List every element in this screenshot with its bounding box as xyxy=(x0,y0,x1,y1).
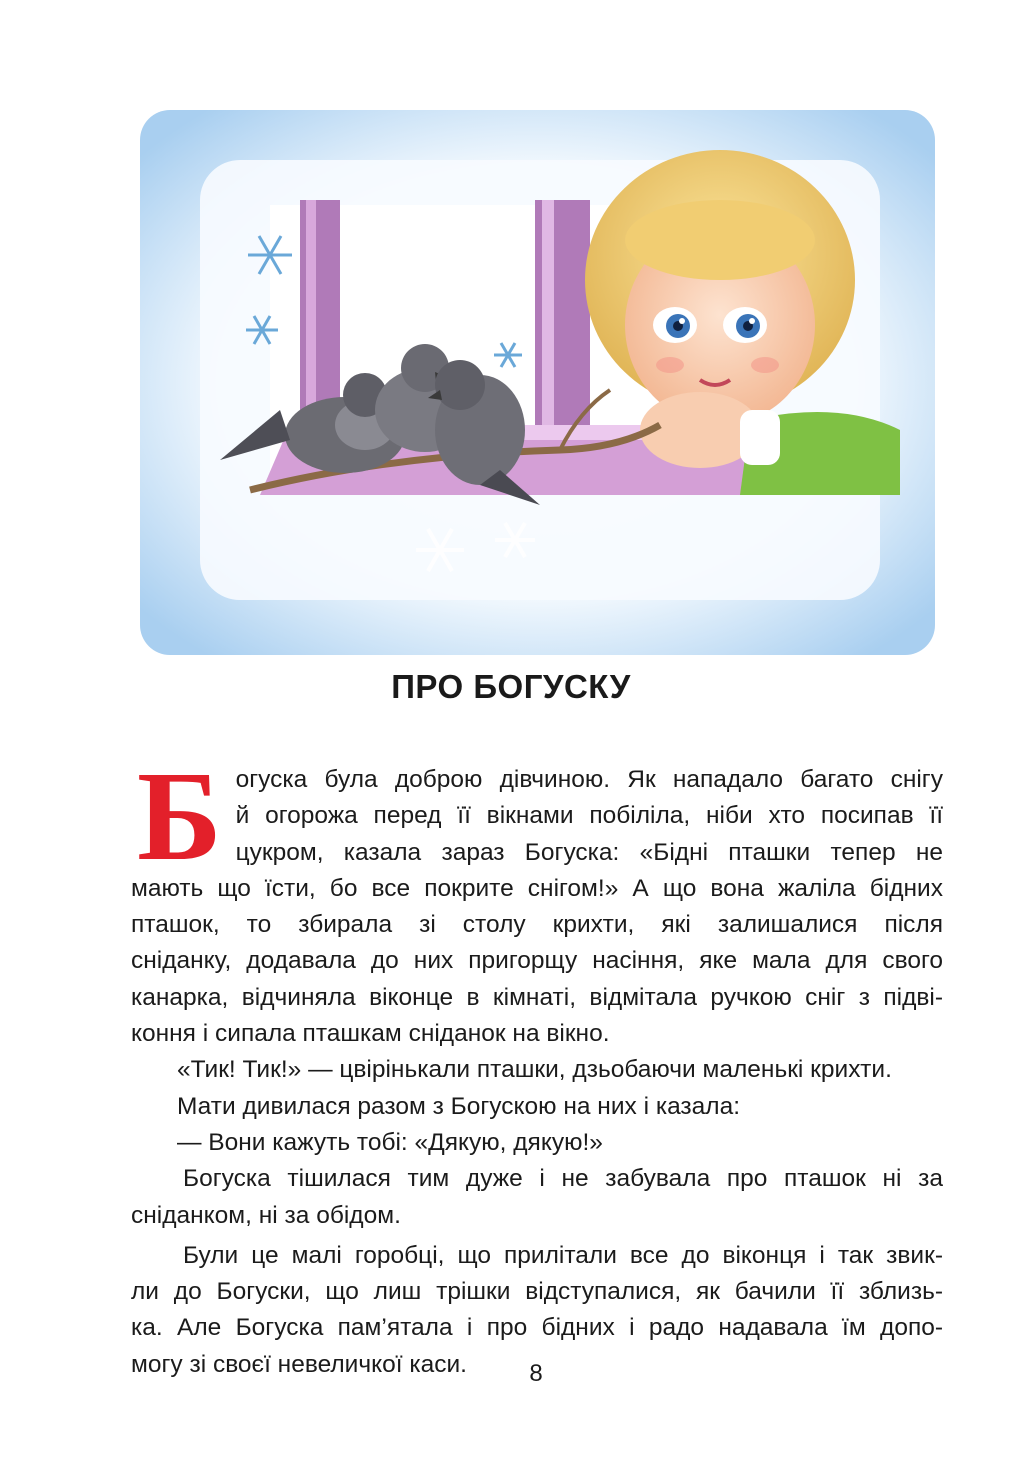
illustration-art xyxy=(140,110,935,655)
story-title: ПРО БОГУСКУ xyxy=(391,668,631,705)
text-line: огуска була доброю дівчиною. Як нападало багато снігу xyxy=(235,766,943,793)
text-line: цукром, казала зараз Богуска: «Бідні пташки тепер не xyxy=(235,838,943,866)
text-line: могу зі своєї невеличкої каси. xyxy=(131,1350,467,1378)
page-number: 8 xyxy=(529,1360,543,1387)
text-line: й огорожа перед її вікнами побіліла, ніби хто посипав її xyxy=(235,802,943,830)
text-line: канарка, відчиняла віконце в кімнаті, відмітала ручкою сніг з підві- xyxy=(131,983,943,1011)
text-line: Богуска тішилася тим дуже і не забувала про пташок ні за xyxy=(183,1165,943,1193)
text-line: Були це малі горобці, що прилітали все до віконця і так звик- xyxy=(183,1241,943,1269)
dialogue-line: — Вони кажуть тобі: «Дякую, дякую!» xyxy=(177,1128,603,1156)
story-text xyxy=(131,745,943,1383)
text-line: мають що їсти, бо все покрите снігом!» А що вона жаліла бідних xyxy=(131,874,943,902)
text-line: сніданку, додавала до них пригорщу насіння, яке мала для свого xyxy=(131,947,943,975)
text-line: ка. Але Богуска пам’ятала і про бідних і радо надавала їм допо- xyxy=(131,1314,943,1342)
text-line: коння і сипала пташкам сніданок на вікно. xyxy=(131,1020,610,1048)
dropcap-letter: Б xyxy=(137,745,222,887)
dialogue-line: Мати дивилася разом з Богускою на них і казала: xyxy=(177,1092,741,1120)
text-line: сніданком, ні за обідом. xyxy=(131,1201,401,1229)
story-illustration xyxy=(140,110,935,655)
dialogue-line: «Тик! Тик!» — цвірінькали пташки, дзьобаючи маленькі крихти. xyxy=(177,1056,892,1084)
text-line: пташок, то збирала зі столу крихти, які залишалися після xyxy=(131,911,943,939)
text-line: ли до Богуски, що лиш трішки відступалися, як бачили її зблизь- xyxy=(131,1278,943,1306)
